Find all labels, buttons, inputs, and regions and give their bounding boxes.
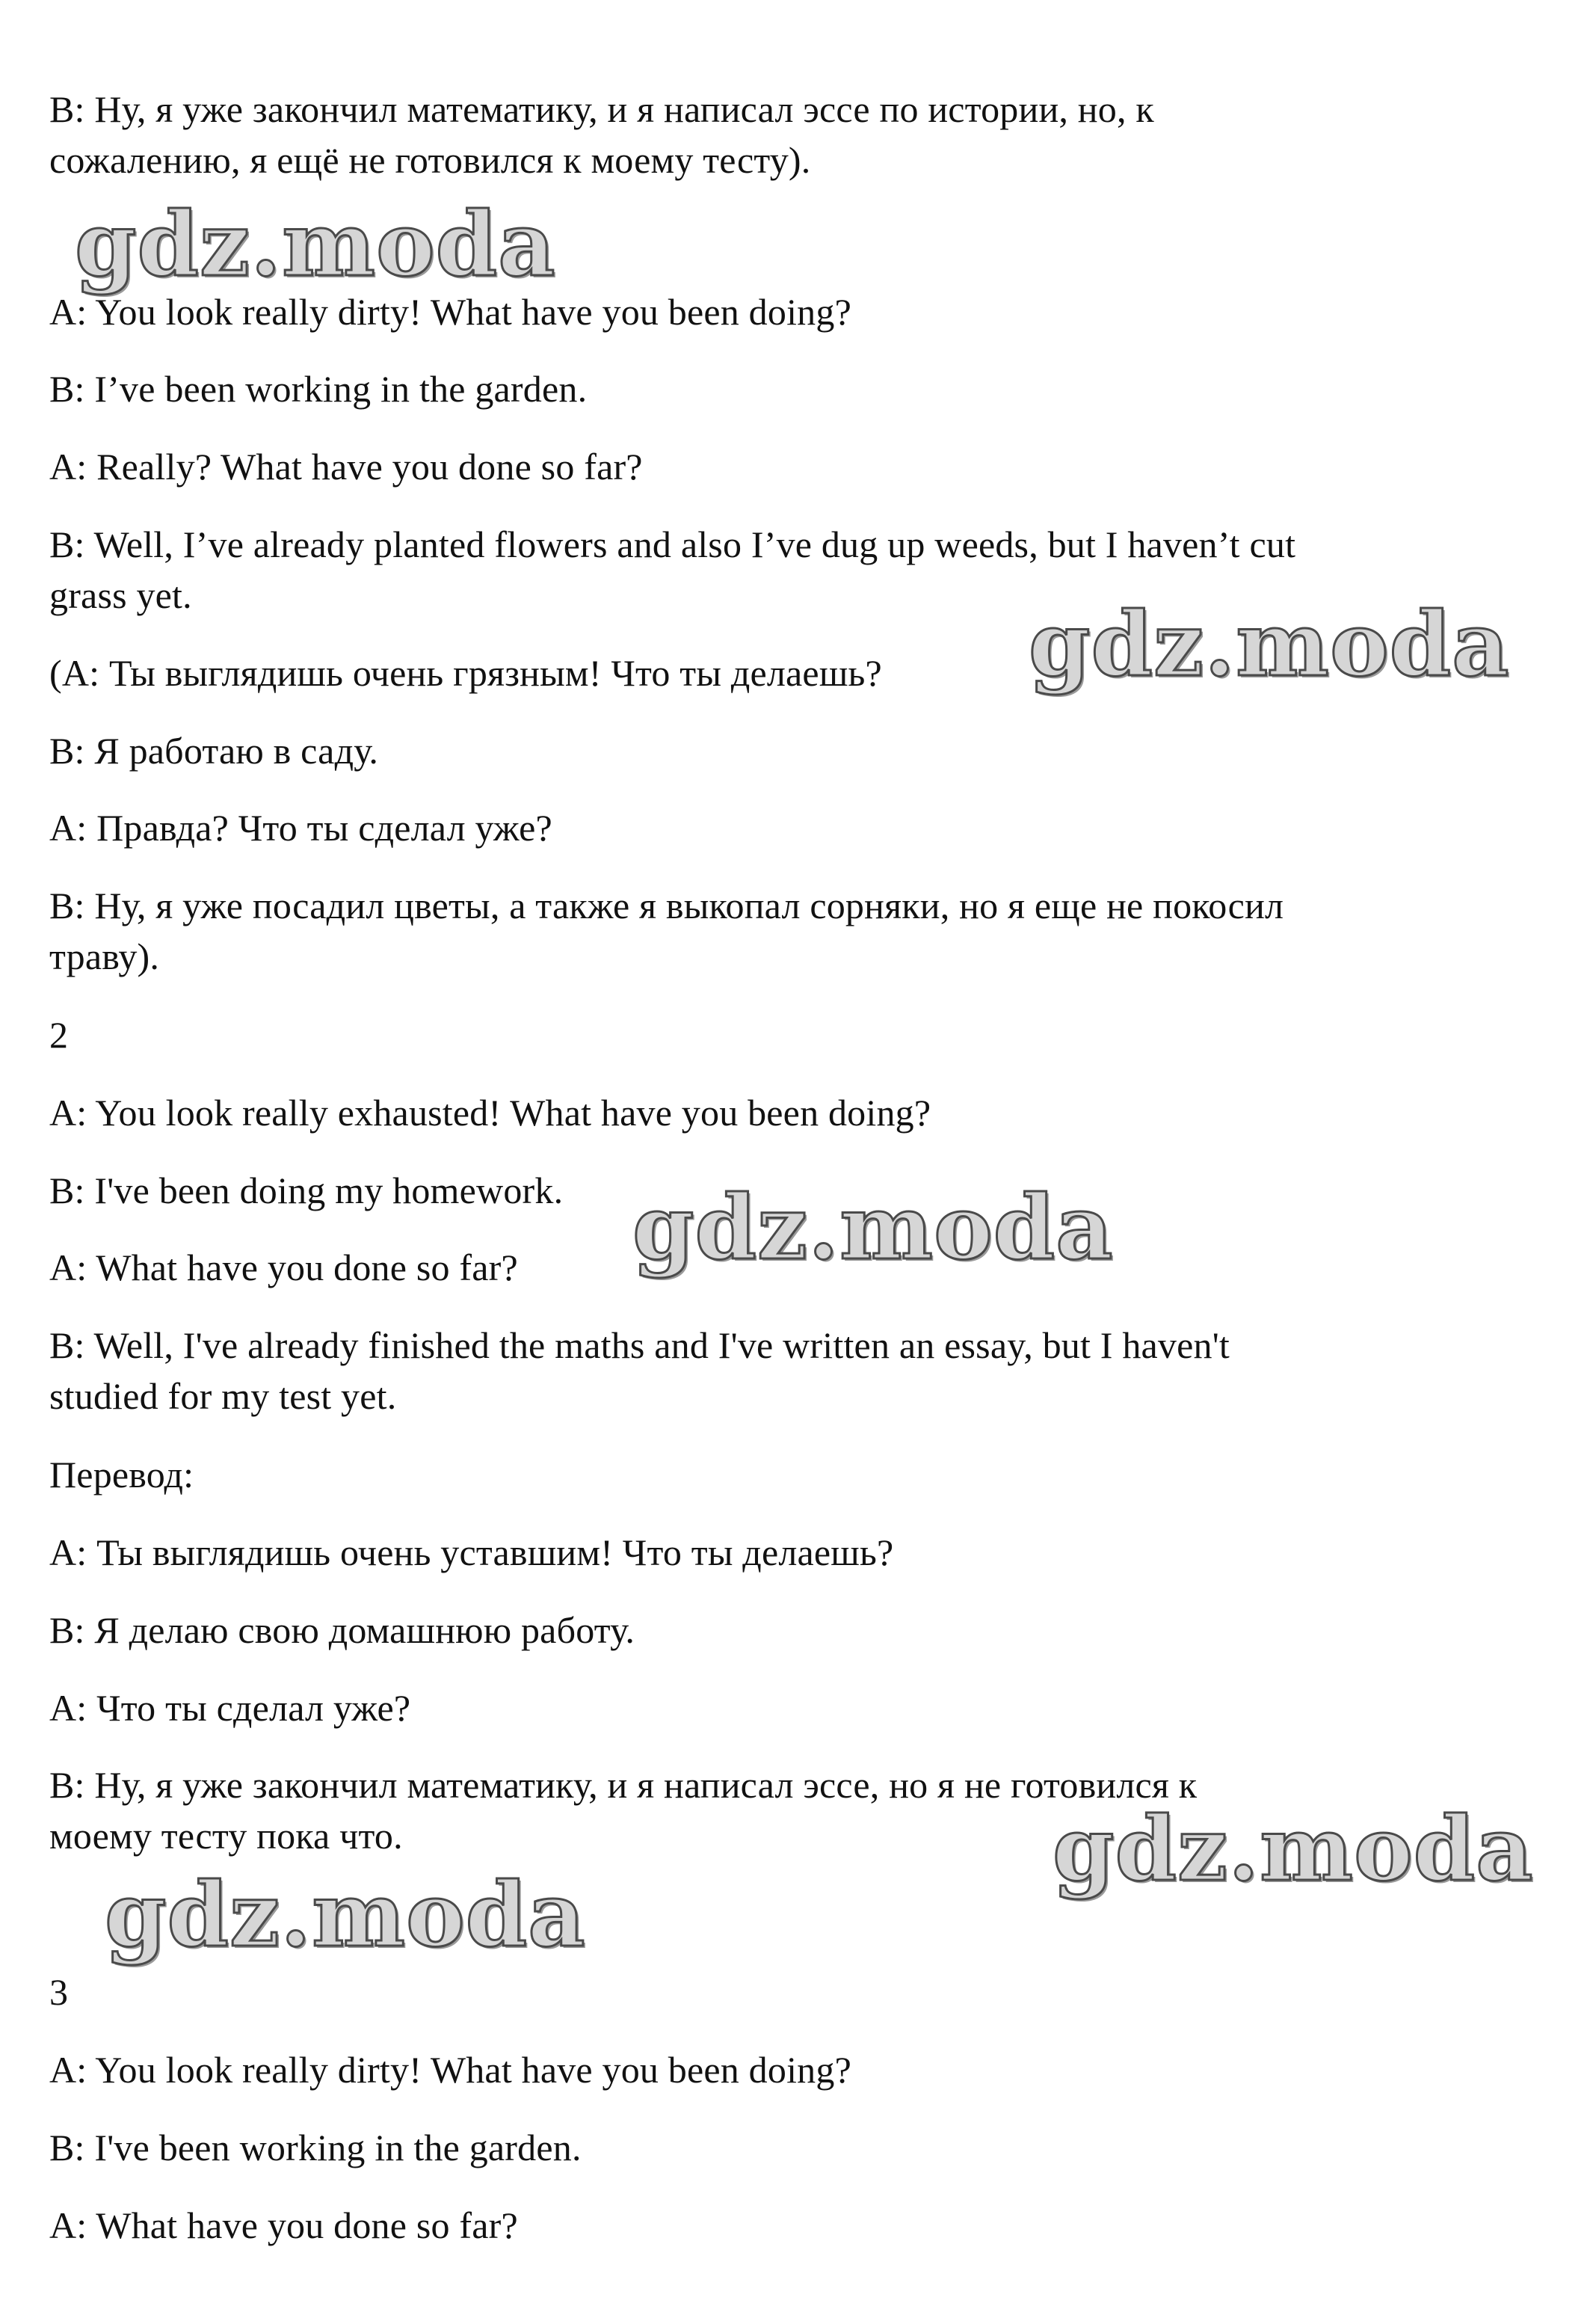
paragraph: A: Правда? Что ты сделал уже? — [49, 807, 552, 849]
paragraph: A: You look really exhausted! What have you been doing? — [49, 1092, 931, 1134]
paragraph: A: Really? What have you done so far? — [49, 446, 643, 488]
paragraph: Перевод: — [49, 1454, 194, 1495]
paragraph: B: Well, I’ve already planted flowers and also I’ve dug up weeds, but I haven’t cut grass yet. — [49, 523, 1296, 616]
paragraph: B: I've been doing my homework. — [49, 1169, 564, 1211]
paragraph: A: Что ты сделал уже? — [49, 1687, 411, 1729]
watermark-logo: gdz.moda — [75, 192, 556, 296]
paragraph: B: I’ve been working in the garden. — [49, 368, 588, 410]
paragraph: B: I've been working in the garden. — [49, 2127, 582, 2168]
section-number: 2 — [49, 1014, 69, 1056]
paragraph: B: Я делаю свою домашнюю работу. — [49, 1609, 635, 1651]
paragraph: B: Ну, я уже закончил математику, и я написал эссе по истории, но, к сожалению, я ещё не готовился к моему тесту). — [49, 88, 1154, 181]
paragraph: (A: Ты выглядишь очень грязным! Что ты делаешь? — [49, 652, 882, 694]
watermark-logo: gdz.moda — [1029, 592, 1510, 696]
paragraph: A: Ты выглядишь очень уставшим! Что ты делаешь? — [49, 1531, 894, 1573]
paragraph: A: You look really dirty! What have you been doing? — [49, 291, 851, 333]
paragraph: B: Я работаю в саду. — [49, 730, 379, 772]
paragraph: A: You look really dirty! What have you been doing? — [49, 2049, 851, 2091]
watermark-logo: gdz.moda — [1053, 1797, 1534, 1901]
watermark-logo: gdz.moda — [632, 1175, 1114, 1279]
watermark-logo: gdz.moda — [105, 1863, 586, 1967]
paragraph: A: What have you done so far? — [49, 1246, 518, 1288]
paragraph: A: What have you done so far? — [49, 2204, 518, 2246]
paragraph: B: Ну, я уже закончил математику, и я написал эссе, но я не готовился к моему тесту пока что. — [49, 1764, 1198, 1857]
paragraph: B: Well, I've already finished the maths and I've written an essay, but I haven't studied for my test yet. — [49, 1324, 1230, 1417]
section-number: 3 — [49, 1971, 69, 2013]
paragraph: B: Ну, я уже посадил цветы, а также я выкопал сорняки, но я еще не покосил траву). — [49, 885, 1284, 977]
